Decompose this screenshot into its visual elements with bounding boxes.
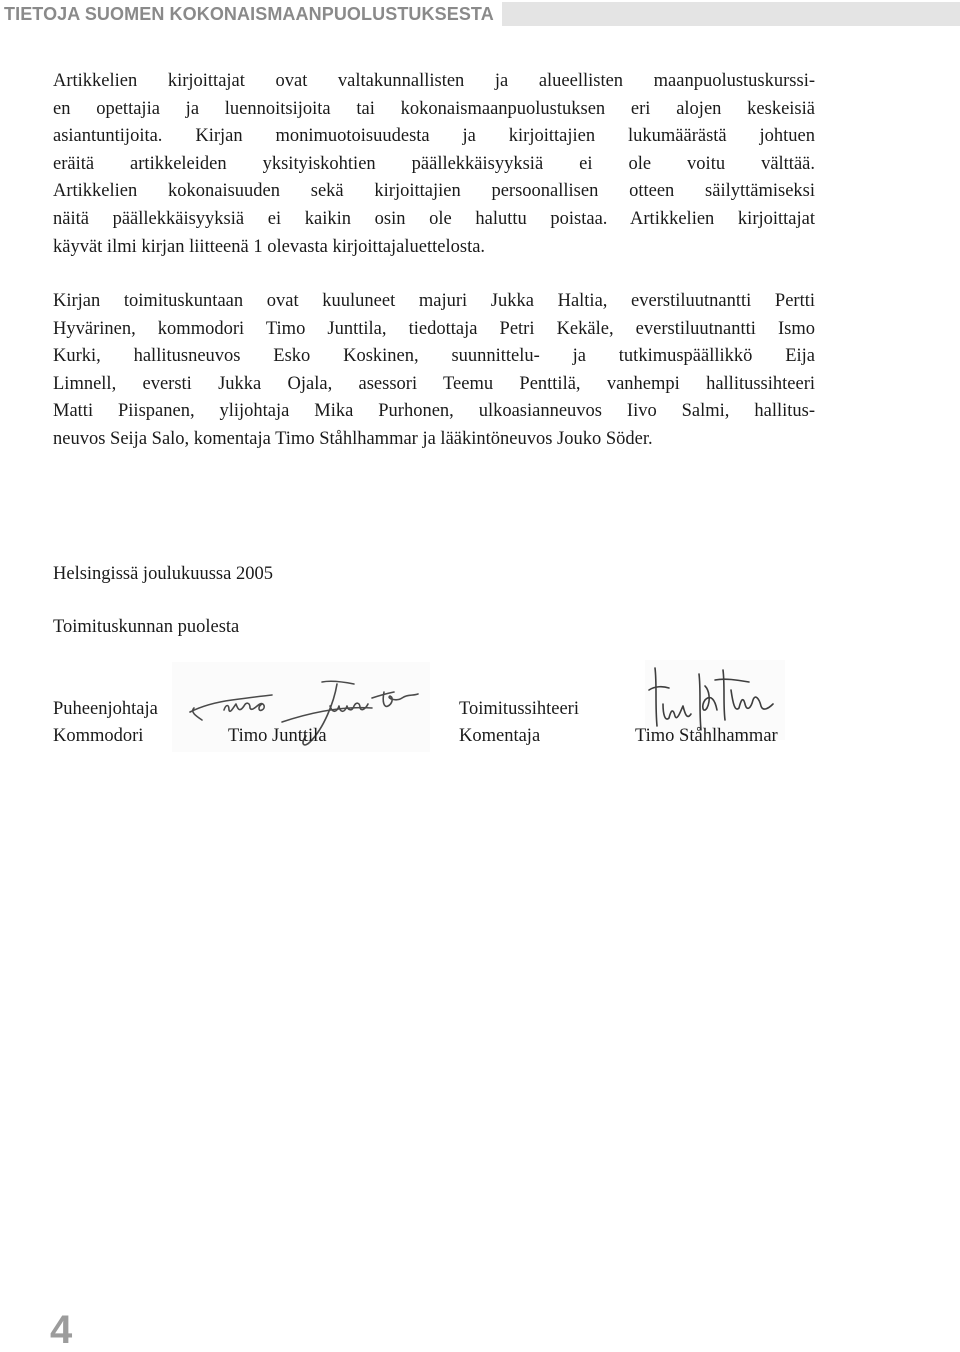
text-line: näitä päällekkäisyyksiä ei kaikin osin ole haluttu poistaa. Artikkelien kirjoittajat [53,208,815,229]
text-line: Kurki, hallitusneuvos Esko Koskinen, suunnittelu- ja tutkimuspäällikkö Eija [53,346,815,367]
text-line: Limnell, eversti Jukka Ojala, asessori Teemu Penttilä, vanhempi hallitussihteeri [53,373,815,394]
text-line: Matti Piispanen, ylijohtaja Mika Purhonen, ulkoasianneuvos Iivo Salmi, hallitus- [53,401,815,422]
on-behalf-line: Toimituskunnan puolesta [53,617,240,637]
text-line: en opettajia ja luennoitsijoita tai kokonaismaanpuolustuksen eri alojen keskeisiä [53,98,815,119]
signatory-role: Toimitussihteeri [459,699,579,719]
text-line: Hyvärinen, kommodori Timo Junttila, tiedottaja Petri Kekäle, everstiluutnantti Ismo [53,318,815,339]
signatory-role: Puheenjohtaja [53,699,158,719]
text-line: asiantuntijoita. Kirjan monimuotoisuudesta ja kirjoittajien lukumäärästä johtuen [53,126,815,147]
page-number: 4 [50,1308,73,1352]
signatory-rank: Komentaja [459,726,541,746]
text-line: Kirjan toimituskuntaan ovat kuuluneet majuri Jukka Haltia, everstiluutnantti Pertti [53,291,815,311]
text-line: eräitä artikkeleiden yksityiskohtien päällekkäisyyksiä ei ole voitu välttää. [53,153,815,174]
paragraph-authors [53,68,815,261]
running-header-title: TIETOJA SUOMEN KOKONAISMAANPUOLUSTUKSESTA [0,2,502,26]
text-line: Artikkelien kokonaisuuden sekä kirjoittajien persoonallisen otteen säilyttämiseksi [53,181,815,202]
text-line: käyvät ilmi kirjan liitteenä 1 olevasta kirjoittajaluettelosta. [53,236,486,257]
signatory-rank: Kommodori [53,726,144,746]
text-line: neuvos Seija Salo, komentaja Timo Ståhlhammar ja lääkintöneuvos Jouko Söder. [53,428,653,449]
text-line: Artikkelien kirjoittajat ovat valtakunnallisten ja alueellisten maanpuolustuskurssi- [53,71,815,91]
signatory-name: Timo Ståhlhammar [635,726,778,746]
signatory-name: Timo Junttila [228,726,327,746]
place-and-date: Helsingissä joulukuussa 2005 [53,564,273,584]
running-header-band [0,2,960,26]
paragraph-editorial-board [53,288,815,454]
